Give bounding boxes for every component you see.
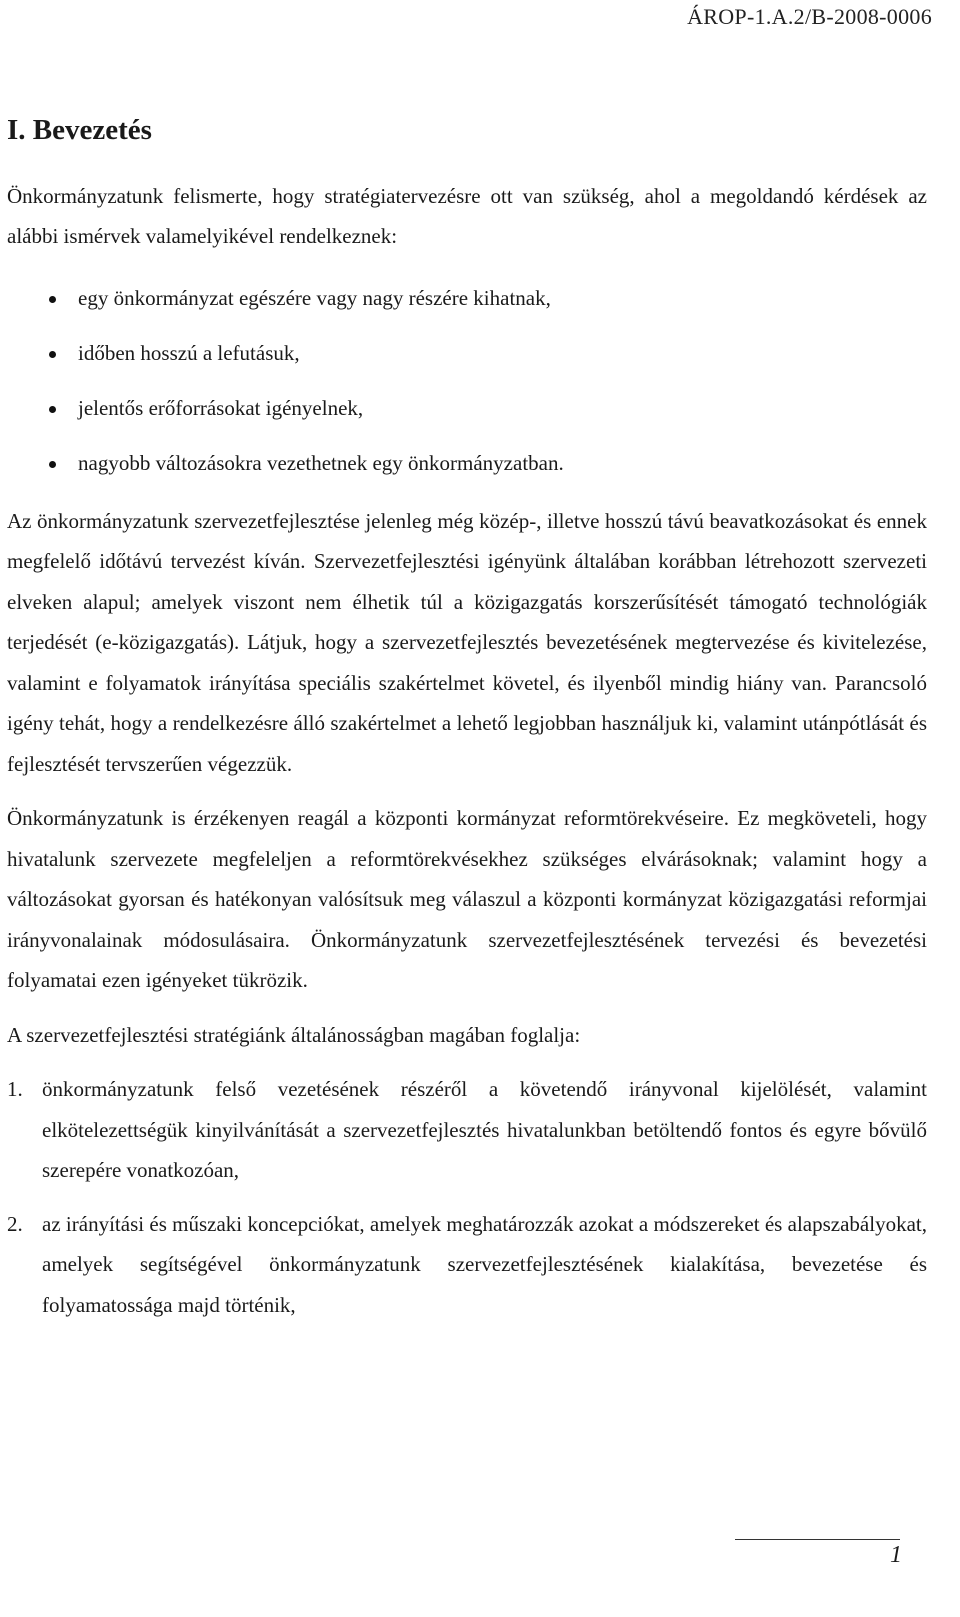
footer-divider — [735, 1539, 900, 1540]
body-paragraph: Az önkormányzatunk szervezetfejlesztése jelenleg még közép-, illetve hosszú távú beavatkozásokat és ennek megfelelő időtávú tervezést kíván. Szervezetfejlesztési igényünk általában korábban létrehozott szervezeti elveken alapul; amelyek viszont nem élhetik túl a közigazgatás korszerűsítését támogató technológiák terjedését (e-közigazgatás). Látjuk, hogy a szervezetfejlesztés bevezetésének megtervezése és kivitelezése, valamint e folyamatok irányítása speciális szakértelmet követel, és ilyenből mindig hiány van. Parancsoló igény tehát, hogy a rendelkezésre álló szakértelmet a lehető legjobban használjuk ki, valamint utánpótlását és fejlesztését tervszerűen végezzük. — [7, 508, 927, 776]
body-paragraph: A szervezetfejlesztési stratégiánk általánosságban magában foglalja: — [7, 1022, 581, 1047]
document-body — [7, 112, 927, 1338]
criteria-bullet-list — [7, 271, 927, 491]
document-code-header: ÁROP-1.A.2/B-2008-0006 — [687, 4, 932, 29]
bullet-text: nagyobb változásokra vezethetnek egy önkormányzatban. — [78, 450, 564, 475]
bullet-dot-icon — [49, 351, 56, 358]
item-number: 1. — [7, 1077, 23, 1102]
numbered-item — [7, 1069, 927, 1191]
intro-paragraph: Önkormányzatunk felismerte, hogy stratégiatervezésre ott van szükség, ahol a megoldandó kérdések az alábbi ismérvek valamelyikével rendelkeznek: — [7, 183, 927, 249]
bullet-item — [7, 326, 927, 381]
bullet-text: egy önkormányzat egészére vagy nagy részére kihatnak, — [78, 285, 551, 310]
strategy-numbered-list — [7, 1069, 927, 1325]
bullet-item — [7, 436, 927, 491]
bullet-dot-icon — [49, 461, 56, 468]
bullet-text: jelentős erőforrásokat igényelnek, — [78, 395, 364, 420]
body-paragraph: Önkormányzatunk is érzékenyen reagál a központi kormányzat reformtörekvéseire. Ez megköveteli, hogy hivatalunk szervezete megfeleljen a reformtörekvésekhez szükséges elvárásoknak; valamint hogy a változásokat gyorsan és hatékonyan valósítsuk meg válaszul a központi kormányzat közigazgatási reformjai irányvonalainak módosulásaira. Önkormányzatunk szervezetfejlesztésének tervezési és bevezetési folyamatai ezen igényeket tükrözik. — [7, 806, 927, 993]
bullet-dot-icon — [49, 296, 56, 303]
item-text: az irányítási és műszaki koncepciókat, amelyek meghatározzák azokat a módszereket és alapszabályokat, amelyek segítségével önkormányzatunk szervezetfejlesztésének kialakítása, bevezetése és folyamatossága majd történik, — [42, 1211, 927, 1317]
page-number: 1 — [890, 1542, 902, 1568]
item-number: 2. — [7, 1211, 23, 1236]
bullet-item — [7, 271, 927, 326]
section-heading: I. Bevezetés — [7, 114, 152, 146]
bullet-dot-icon — [49, 406, 56, 413]
bullet-item — [7, 381, 927, 436]
bullet-text: időben hosszú a lefutásuk, — [78, 340, 300, 365]
numbered-item — [7, 1204, 927, 1326]
item-text: önkormányzatunk felső vezetésének részéről a követendő irányvonal kijelölését, valamint elkötelezettségük kinyilvánítását a szervezetfejlesztés hivatalunkban betöltendő fontos és egyre bővülő szerepére vonatkozóan, — [42, 1077, 927, 1183]
